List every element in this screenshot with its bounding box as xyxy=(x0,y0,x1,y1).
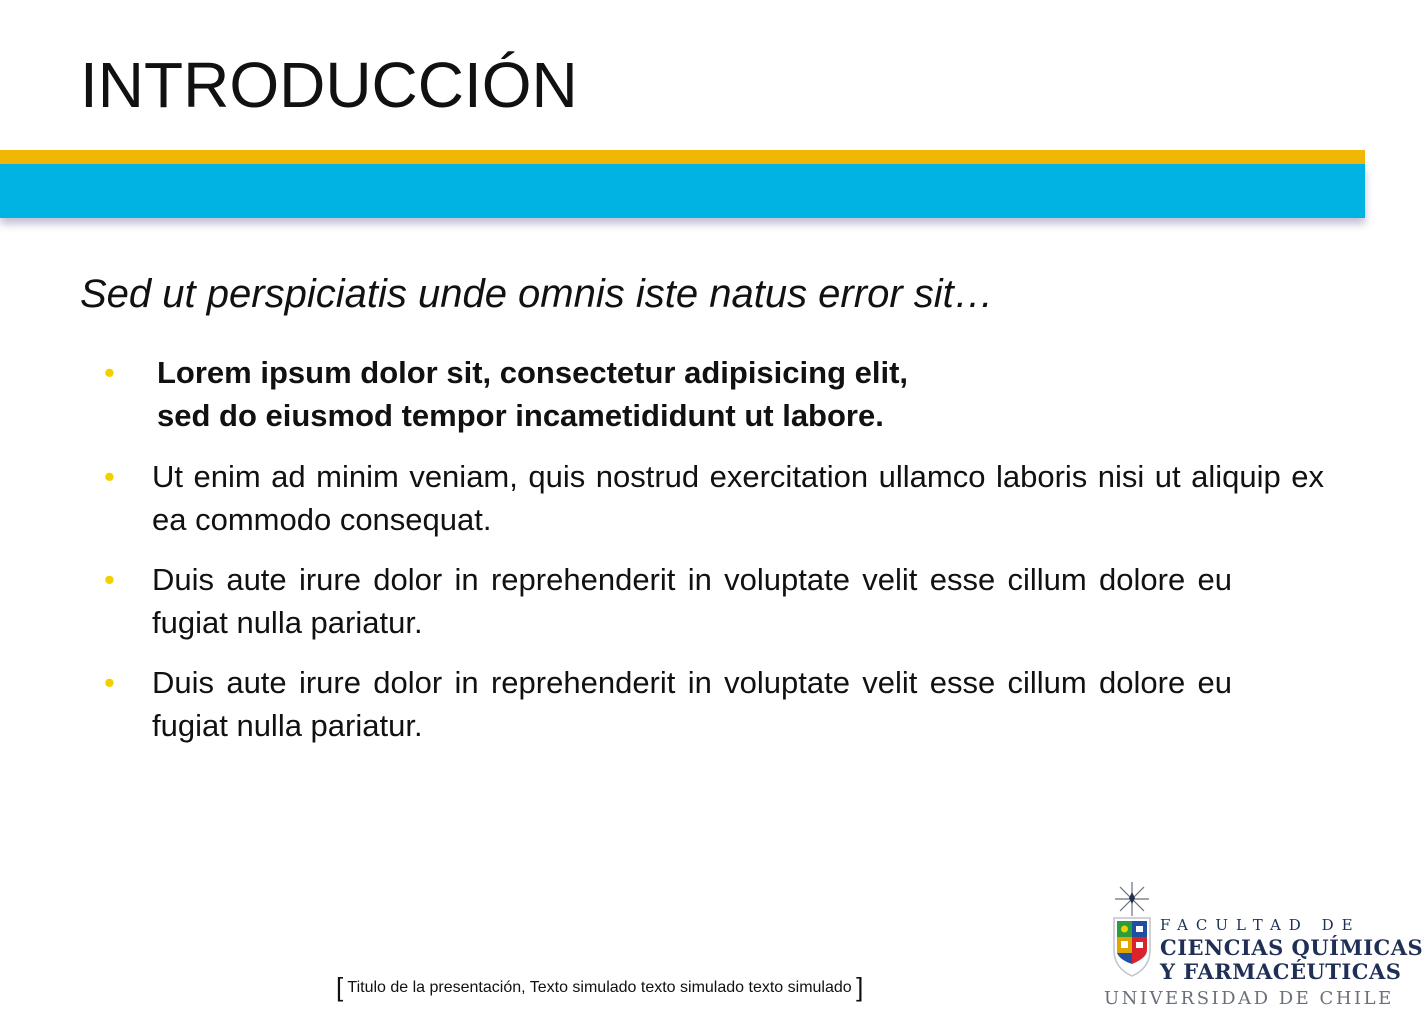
footer-open-bracket: [ xyxy=(336,972,344,1002)
logo-line-university: UNIVERSIDAD DE CHILE xyxy=(1104,988,1394,1009)
university-logo xyxy=(1104,880,1423,1010)
bullet-text: Duis aute irure dolor in reprehenderit in voluptate velit esse cillum dolore eu fugiat nulla pariatur. xyxy=(152,665,1232,743)
footer-caption xyxy=(336,972,863,1003)
header-band-yellow xyxy=(0,150,1365,164)
bullet-dot: • xyxy=(104,562,115,597)
footer-text: Titulo de la presentación, Texto simulado texto simulado texto simulado xyxy=(347,979,852,996)
bullet-dot: • xyxy=(104,355,115,390)
bullet-text-line: sed do eiusmod tempor incametididunt ut labore. xyxy=(157,398,884,433)
crest-icon xyxy=(1106,880,1158,980)
bullet-dot: • xyxy=(104,459,115,494)
logo-line-pharma: Y FARMACÉUTICAS xyxy=(1160,959,1402,984)
header-band-blue xyxy=(0,164,1365,218)
slide-title: INTRODUCCIÓN xyxy=(80,49,578,121)
bullet-text xyxy=(157,351,1057,437)
logo-line-sciences: CIENCIAS QUÍMICAS xyxy=(1160,935,1423,960)
bullet-dot: • xyxy=(104,665,115,700)
footer-close-bracket: ] xyxy=(856,972,864,1002)
logo-line-faculty: FACULTAD DE xyxy=(1160,916,1361,934)
slide-subtitle: Sed ut perspiciatis unde omnis iste natus error sit… xyxy=(80,272,994,316)
bullet-text: Duis aute irure dolor in reprehenderit in voluptate velit esse cillum dolore eu fugiat nulla pariatur. xyxy=(152,562,1232,640)
bullet-text-line: Lorem ipsum dolor sit, consectetur adipisicing elit, xyxy=(157,355,909,390)
bullet-text: Ut enim ad minim veniam, quis nostrud exercitation ullamco laboris nisi ut aliquip ex ea commodo consequat. xyxy=(152,459,1324,537)
